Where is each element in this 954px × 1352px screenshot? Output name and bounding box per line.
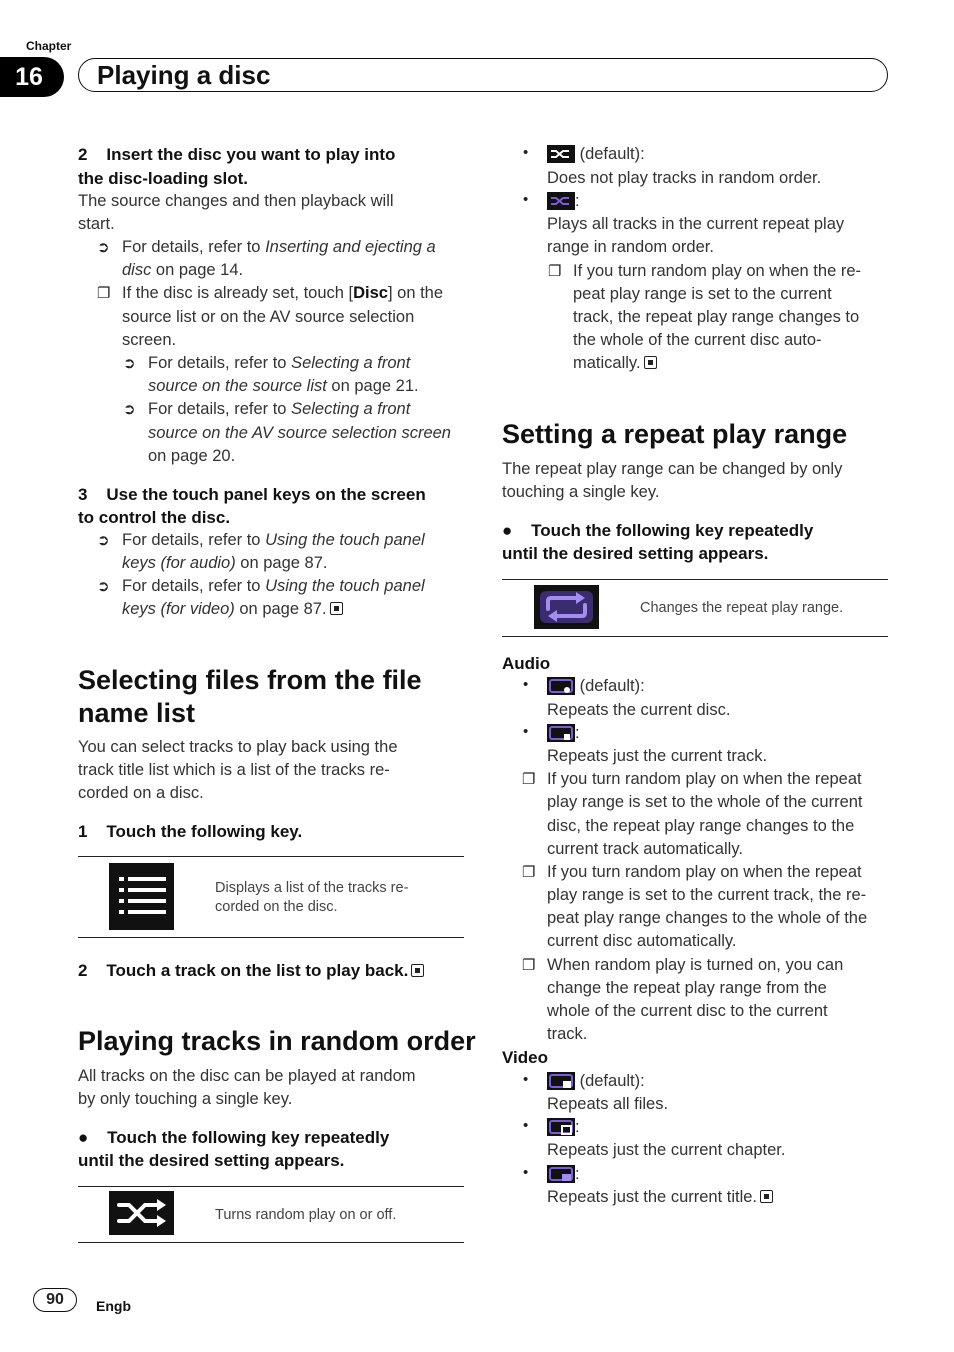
chapter-title: Playing a disc — [97, 60, 271, 90]
table-rule — [502, 579, 888, 580]
reference-link[interactable]: source on the source list on page 21. — [148, 377, 419, 395]
option-description: Repeats just the current track. — [547, 747, 768, 765]
bullet: • — [523, 191, 529, 208]
repeat-disc-option: (default): — [547, 675, 645, 698]
instruction-heading-cont: until the desired setting appears. — [502, 544, 769, 563]
random-key-button[interactable] — [109, 1191, 174, 1235]
note-text: If you turn random play on when the repeat — [547, 770, 862, 788]
note-text: peat play range changes to the whole of the — [547, 909, 868, 927]
list-icon — [109, 863, 174, 930]
section-heading-select-files-cont: name list — [78, 698, 196, 728]
table-rule — [78, 1186, 464, 1187]
paragraph: You can select tracks to play back using the — [78, 738, 398, 756]
bullet: • — [523, 144, 529, 161]
key-description: corded on the disc. — [215, 899, 338, 915]
note-text: play range is set to the whole of the current — [547, 793, 863, 811]
end-mark-icon — [760, 1190, 773, 1203]
paragraph: The repeat play range can be changed by only — [502, 460, 843, 478]
option-description: Repeats just the current title. — [547, 1186, 773, 1209]
note-text: change the repeat play range from the — [547, 979, 827, 997]
section-heading-select-files: Selecting files from the file — [78, 665, 422, 695]
reference-arrow-icon: ➲ — [123, 355, 136, 372]
note-text: When random play is turned on, you can — [547, 956, 844, 974]
note-checkbox-icon: ❐ — [522, 771, 536, 788]
bullet: • — [523, 676, 529, 693]
key-description: Turns random play on or off. — [215, 1207, 397, 1223]
paragraph: track title list which is a list of the tracks re- — [78, 761, 390, 779]
random-on-option: : — [547, 190, 580, 213]
note-text: disc, the repeat play range changes to the — [547, 817, 855, 835]
reference-link[interactable]: on page 20. — [148, 447, 236, 465]
note-text: the whole of the current disc auto- — [573, 331, 822, 349]
end-mark-icon — [330, 602, 343, 615]
note-text: track, the repeat play range changes to — [573, 308, 860, 326]
option-description: Repeats the current disc. — [547, 701, 731, 719]
reference-arrow-icon: ➲ — [123, 401, 136, 418]
repeat-track-option: : — [547, 722, 580, 745]
paragraph: The source changes and then playback will — [78, 192, 394, 210]
repeat-track-icon — [547, 724, 575, 742]
step-3-heading-cont: to control the disc. — [78, 508, 231, 527]
bullet: • — [523, 1164, 529, 1181]
bullet: • — [523, 1071, 529, 1088]
subheading-video: Video — [502, 1048, 548, 1067]
reference-link[interactable]: For details, refer to Selecting a front — [148, 354, 411, 372]
repeat-key-button[interactable] — [534, 585, 599, 629]
table-rule — [78, 856, 464, 857]
reference-link[interactable]: source on the AV source selection screen — [148, 424, 451, 442]
key-description: Changes the repeat play range. — [640, 600, 844, 616]
end-mark-icon — [411, 964, 424, 977]
chapter-label: Chapter — [26, 39, 72, 53]
reference-link[interactable]: disc on page 14. — [122, 261, 244, 279]
reference-link[interactable]: For details, refer to Using the touch panel — [122, 531, 425, 549]
chapter-number: 16 — [0, 57, 64, 97]
step-3-heading: 3 Use the touch panel keys on the screen — [78, 485, 426, 504]
option-description: Repeats all files. — [547, 1095, 669, 1113]
end-mark-icon — [644, 356, 657, 369]
note-text: If you turn random play on when the re- — [573, 262, 861, 280]
language-code: Engb — [96, 1298, 131, 1314]
random-off-icon — [547, 145, 575, 163]
paragraph: touching a single key. — [502, 483, 660, 501]
note-checkbox-icon: ❐ — [522, 864, 536, 881]
option-description: range in random order. — [547, 238, 714, 256]
reference-link[interactable]: For details, refer to Using the touch panel — [122, 577, 425, 595]
section-heading-repeat: Setting a repeat play range — [502, 419, 848, 449]
option-description: Does not play tracks in random order. — [547, 169, 822, 187]
reference-link[interactable]: For details, refer to Inserting and ejecting a — [122, 238, 436, 256]
reference-arrow-icon: ➲ — [97, 532, 110, 549]
note-text: screen. — [122, 331, 177, 349]
reference-arrow-icon: ➲ — [97, 239, 110, 256]
reference-link[interactable]: For details, refer to Selecting a front — [148, 400, 411, 418]
paragraph: by only touching a single key. — [78, 1090, 293, 1108]
note-text: whole of the current disc to the current — [547, 1002, 828, 1020]
note-text: current disc automatically. — [547, 932, 737, 950]
paragraph: start. — [78, 215, 115, 233]
subheading-audio: Audio — [502, 654, 551, 673]
repeat-icon — [534, 585, 599, 629]
random-off-option: (default): — [547, 143, 645, 166]
repeat-title-icon — [547, 1165, 575, 1183]
list-key-button[interactable] — [109, 863, 174, 930]
reference-arrow-icon: ➲ — [97, 578, 110, 595]
page-number: 90 — [33, 1288, 77, 1312]
reference-link[interactable]: keys (for video) on page 87. — [122, 598, 343, 621]
table-rule — [502, 636, 888, 637]
option-description: Repeats just the current chapter. — [547, 1141, 786, 1159]
note-text: If you turn random play on when the repeat — [547, 863, 862, 881]
bullet: • — [523, 1117, 529, 1134]
repeat-title-option: : — [547, 1163, 580, 1186]
paragraph: corded on a disc. — [78, 784, 204, 802]
random-on-icon — [547, 192, 575, 210]
paragraph: All tracks on the disc can be played at random — [78, 1067, 416, 1085]
repeat-all-option: (default): — [547, 1070, 645, 1093]
table-rule — [78, 937, 464, 938]
repeat-disc-icon — [547, 677, 575, 695]
note-text: play range is set to the current track, the re- — [547, 886, 867, 904]
key-description: Displays a list of the tracks re- — [215, 880, 409, 896]
note-text: peat play range is set to the current — [573, 285, 832, 303]
note-checkbox-icon: ❐ — [548, 263, 562, 280]
instruction-heading: ● Touch the following key repeatedly — [78, 1128, 390, 1147]
reference-link[interactable]: keys (for audio) on page 87. — [122, 554, 328, 572]
repeat-all-files-icon — [547, 1072, 575, 1090]
bullet: • — [523, 723, 529, 740]
step-2-heading: 2 Insert the disc you want to play into — [78, 145, 396, 164]
step-2-heading-cont: the disc-loading slot. — [78, 169, 249, 188]
shuffle-icon — [109, 1191, 174, 1235]
note-text: If the disc is already set, touch [Disc] on the — [122, 284, 444, 302]
option-description: Plays all tracks in the current repeat play — [547, 215, 845, 233]
note-text: track. — [547, 1025, 588, 1043]
repeat-chapter-icon — [547, 1118, 575, 1136]
step-2b-heading: 2 Touch a track on the list to play back. — [78, 959, 424, 982]
repeat-chapter-option: : — [547, 1116, 580, 1139]
note-checkbox-icon: ❐ — [97, 285, 111, 302]
note-text: current track automatically. — [547, 840, 743, 858]
instruction-heading: ● Touch the following key repeatedly — [502, 521, 814, 540]
note-checkbox-icon: ❐ — [522, 957, 536, 974]
table-rule — [78, 1242, 464, 1243]
note-text: source list or on the AV source selection — [122, 308, 415, 326]
step-1-heading: 1 Touch the following key. — [78, 822, 303, 841]
instruction-heading-cont: until the desired setting appears. — [78, 1151, 345, 1170]
note-text: matically. — [573, 352, 657, 375]
section-heading-random: Playing tracks in random order — [78, 1026, 476, 1056]
